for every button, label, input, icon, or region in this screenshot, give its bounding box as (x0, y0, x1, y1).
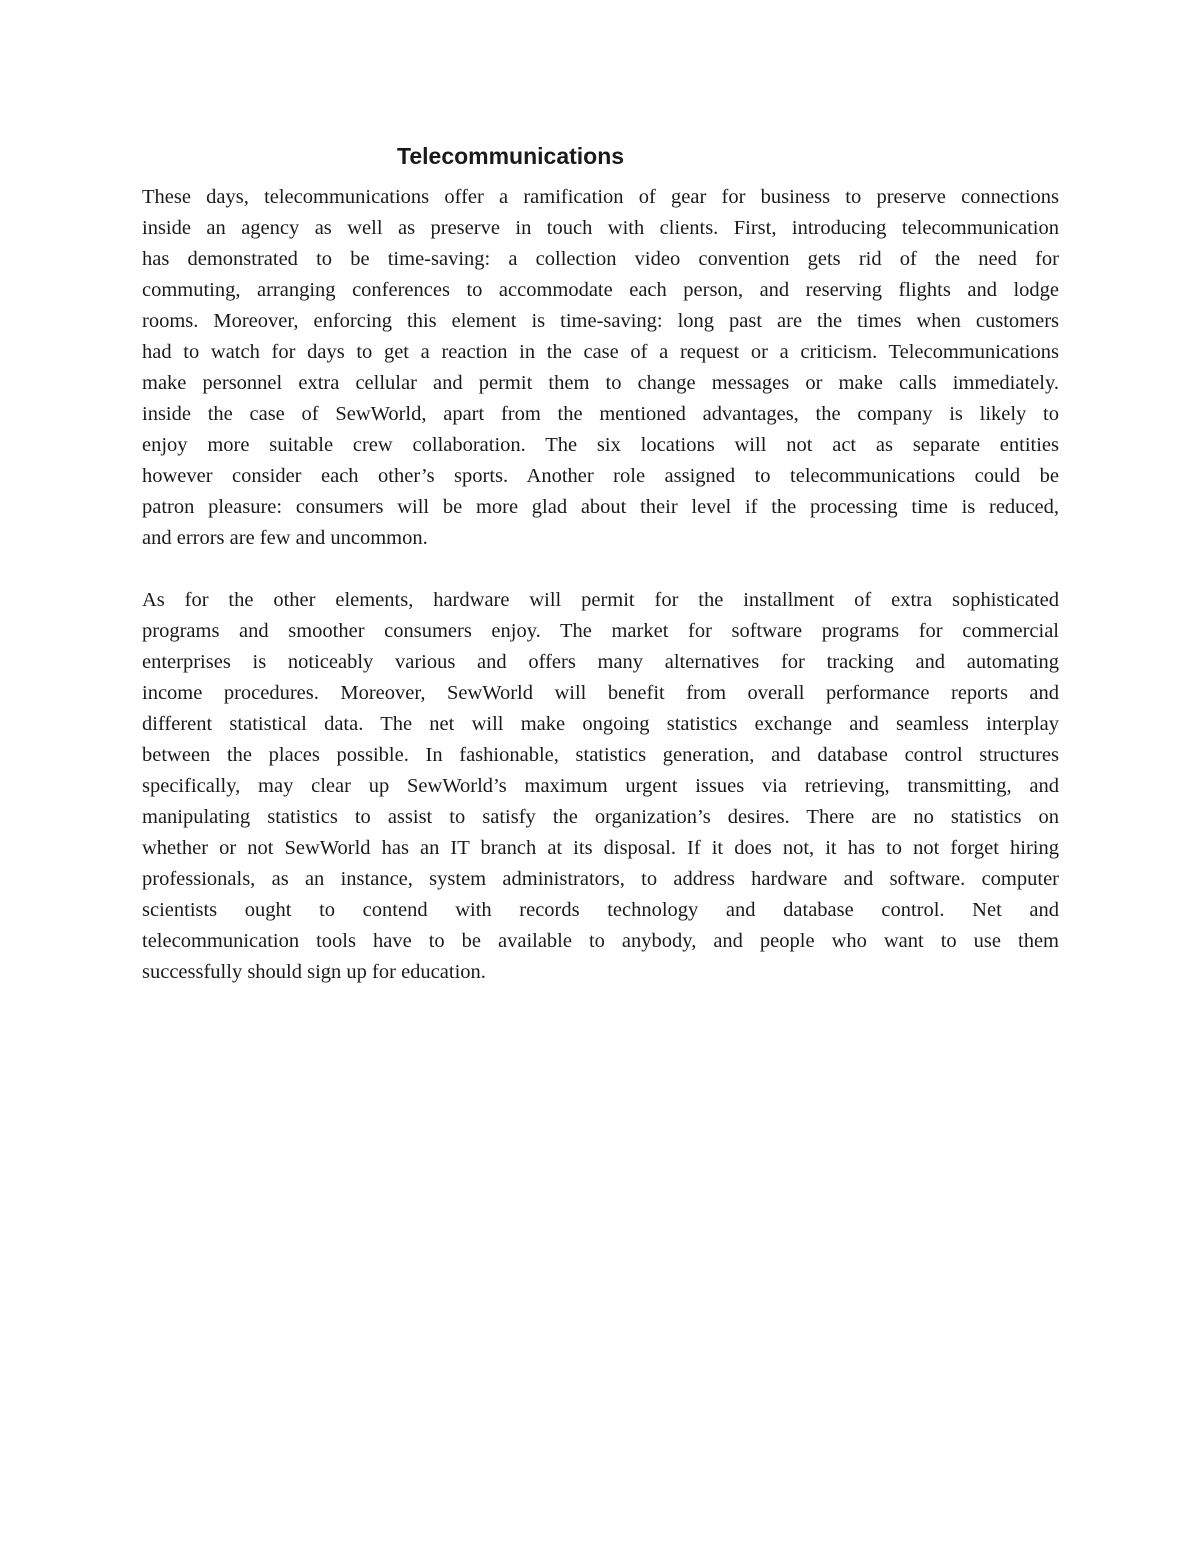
paragraph-line: These days, telecommunications offer a ramification of gear for business to preserve connections (142, 186, 1059, 208)
paragraph-line: income procedures. Moreover, SewWorld will benefit from overall performance reports and (142, 682, 1059, 704)
document-title: Telecommunications (397, 143, 625, 169)
paragraph-line: had to watch for days to get a reaction in the case of a request or a criticism. Telecommunications (142, 341, 1059, 363)
paragraph-line: telecommunication tools have to be available to anybody, and people who want to use them (142, 930, 1059, 952)
paragraph-line: successfully should sign up for education. (142, 961, 486, 983)
paragraph-line: manipulating statistics to assist to satisfy the organization’s desires. There are no statistics on (142, 806, 1059, 828)
paragraph-line: whether or not SewWorld has an IT branch at its disposal. If it does not, it has to not forget hiring (142, 837, 1059, 859)
paragraph-line: enjoy more suitable crew collaboration. The six locations will not act as separate entities (142, 434, 1059, 456)
paragraph-line: has demonstrated to be time-saving: a collection video convention gets rid of the need for (142, 248, 1059, 270)
paragraph-line: different statistical data. The net will make ongoing statistics exchange and seamless interplay (142, 713, 1059, 735)
paragraph-line: commuting, arranging conferences to accommodate each person, and reserving flights and lodge (142, 279, 1059, 301)
paragraph-line: enterprises is noticeably various and offers many alternatives for tracking and automating (142, 651, 1059, 673)
paragraph-line: scientists ought to contend with records technology and database control. Net and (142, 899, 1059, 921)
paragraph-line: programs and smoother consumers enjoy. The market for software programs for commercial (142, 620, 1059, 642)
paragraph-line: patron pleasure: consumers will be more glad about their level if the processing time is reduced, (142, 496, 1059, 518)
paragraph-line: make personnel extra cellular and permit them to change messages or make calls immediately. (142, 372, 1059, 394)
paragraph-1 (142, 182, 1059, 554)
paragraph-line: As for the other elements, hardware will permit for the installment of extra sophisticated (142, 589, 1059, 611)
paragraph-line: inside an agency as well as preserve in touch with clients. First, introducing telecommunication (142, 217, 1059, 239)
paragraph-line: inside the case of SewWorld, apart from the mentioned advantages, the company is likely to (142, 403, 1059, 425)
paragraph-2 (142, 585, 1059, 988)
paragraph-line: rooms. Moreover, enforcing this element is time-saving: long past are the times when customers (142, 310, 1059, 332)
paragraph-line: however consider each other’s sports. Another role assigned to telecommunications could be (142, 465, 1059, 487)
paragraph-line: specifically, may clear up SewWorld’s maximum urgent issues via retrieving, transmitting, and (142, 775, 1059, 797)
document-body (142, 182, 1059, 988)
paragraph-line: between the places possible. In fashionable, statistics generation, and database control structures (142, 744, 1059, 766)
paragraph-line: professionals, as an instance, system administrators, to address hardware and software. computer (142, 868, 1059, 890)
paragraph-line: and errors are few and uncommon. (142, 527, 428, 549)
